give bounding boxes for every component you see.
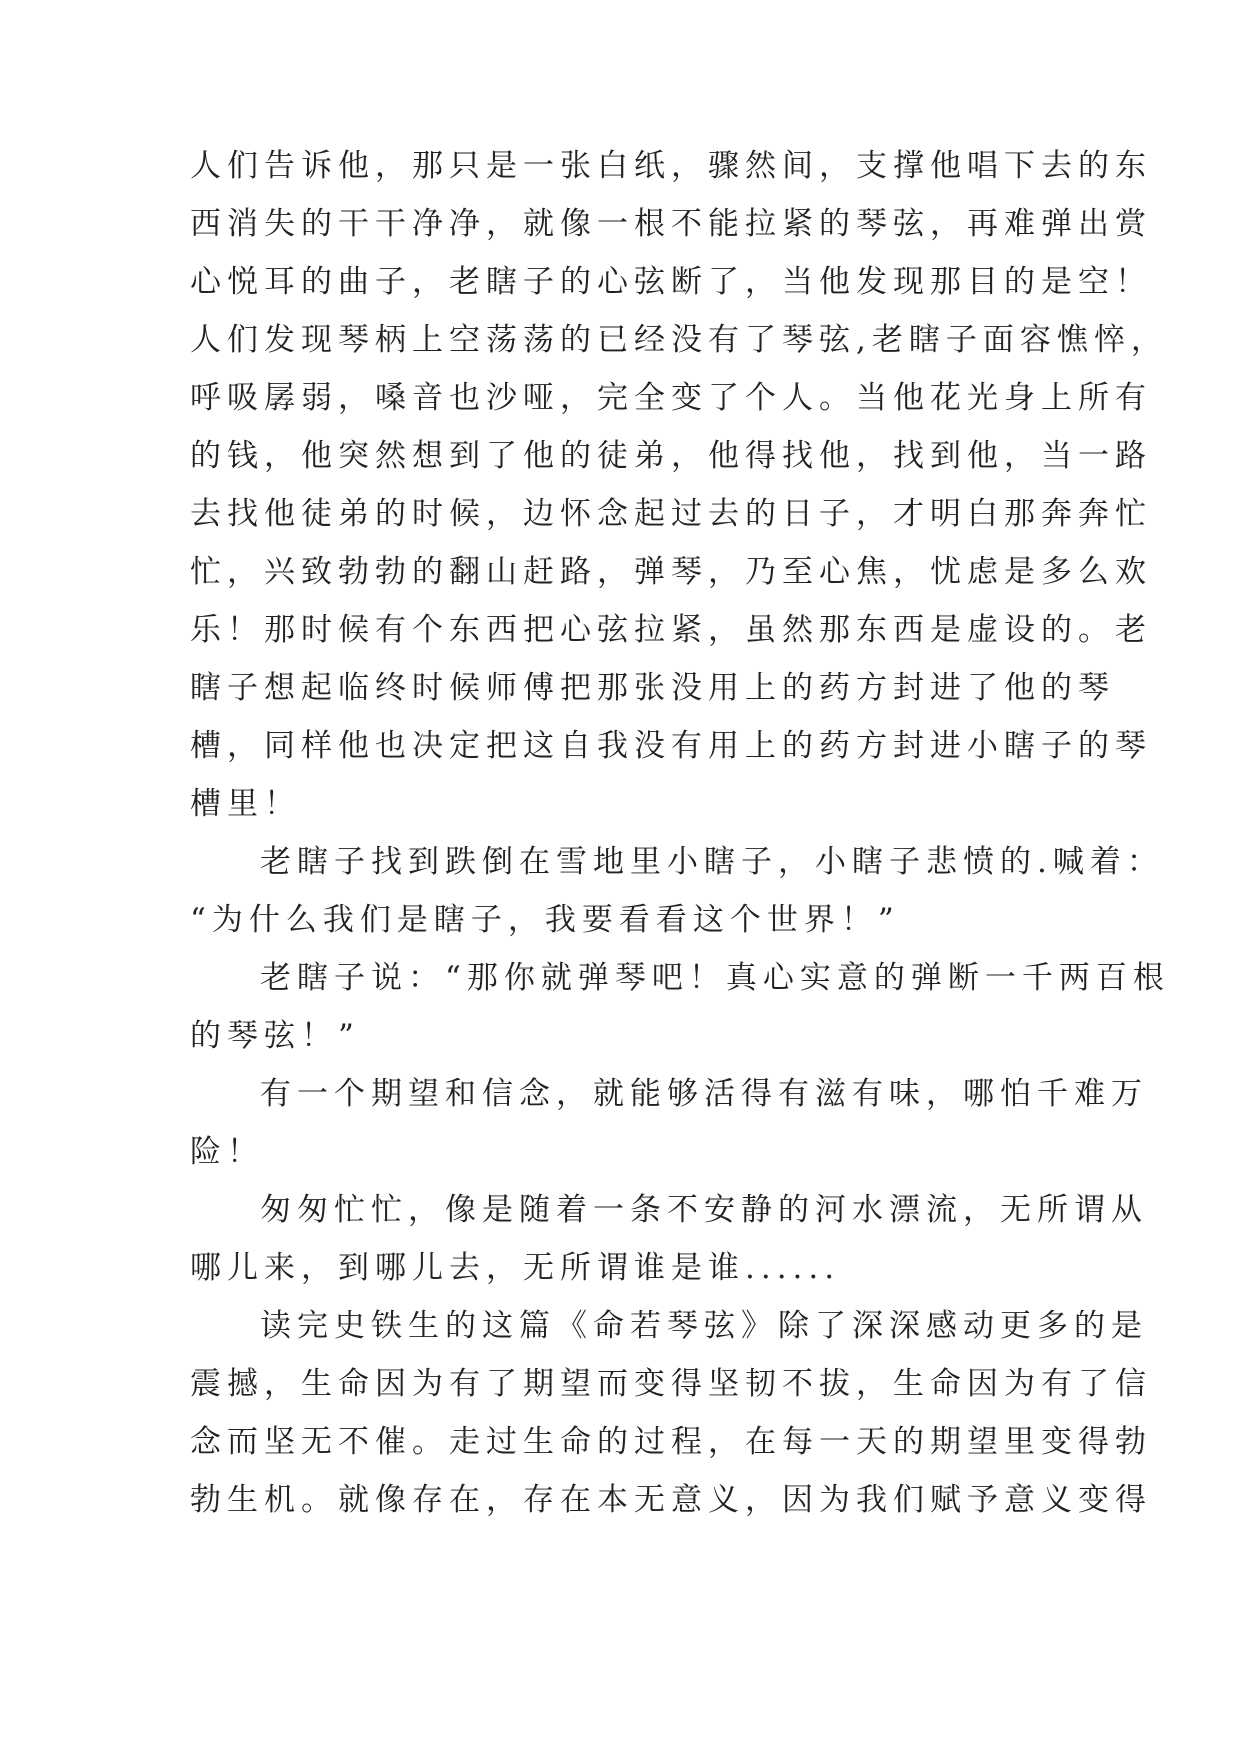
text-line: 心悦耳的曲子，老瞎子的心弦断了，当他发现那目的是空！ [190, 264, 1152, 300]
text-line: 的琴弦！” [190, 1018, 360, 1054]
text-line: 匆匆忙忙，像是随着一条不安静的河水漂流，无所谓从 [260, 1192, 1148, 1228]
text-line: 险！ [190, 1134, 264, 1170]
text-line: 呼吸孱弱，嗓音也沙哑，完全变了个人。当他花光身上所有 [190, 380, 1152, 416]
text-line: 忙，兴致勃勃的翻山赶路，弹琴，乃至心焦，忧虑是多么欢 [190, 554, 1152, 590]
text-line: 读完史铁生的这篇《命若琴弦》除了深深感动更多的是 [260, 1308, 1148, 1344]
text-line: 乐！那时候有个东西把心弦拉紧，虽然那东西是虚设的。老 [190, 612, 1152, 648]
text-line: 去找他徒弟的时候，边怀念起过去的日子，才明白那奔奔忙 [190, 496, 1152, 532]
text-line: 瞎子想起临终时候师傅把那张没用上的药方封进了他的琴 [190, 670, 1115, 706]
text-line: 勃生机。就像存在，存在本无意义，因为我们赋予意义变得 [190, 1482, 1152, 1518]
text-line: 老瞎子说：“那你就弹琴吧！真心实意的弹断一千两百根 [260, 960, 1170, 996]
text-line: 人们发现琴柄上空荡荡的已经没有了琴弦,老瞎子面容憔悴， [190, 322, 1168, 358]
text-line: 西消失的干干净净，就像一根不能拉紧的琴弦，再难弹出赏 [190, 206, 1152, 242]
text-line: 槽里！ [190, 786, 301, 822]
text-line: 老瞎子找到跌倒在雪地里小瞎子，小瞎子悲愤的.喊着： [260, 844, 1164, 880]
text-line: 念而坚无不催。走过生命的过程，在每一天的期望里变得勃 [190, 1424, 1152, 1460]
text-line: 哪儿来，到哪儿去，无所谓谁是谁...... [190, 1250, 841, 1286]
text-line: 有一个期望和信念，就能够活得有滋有味，哪怕千难万 [260, 1076, 1148, 1112]
text-line: “为什么我们是瞎子，我要看看这个世界！” [190, 902, 900, 938]
text-line: 的钱，他突然想到了他的徒弟，他得找他，找到他，当一路 [190, 438, 1152, 474]
document-body [190, 137, 1170, 1529]
text-line: 人们告诉他，那只是一张白纸，骤然间，支撑他唱下去的东 [190, 148, 1152, 184]
text-line: 槽，同样他也决定把这自我没有用上的药方封进小瞎子的琴 [190, 728, 1152, 764]
text-line: 震撼，生命因为有了期望而变得坚韧不拔，生命因为有了信 [190, 1366, 1152, 1402]
